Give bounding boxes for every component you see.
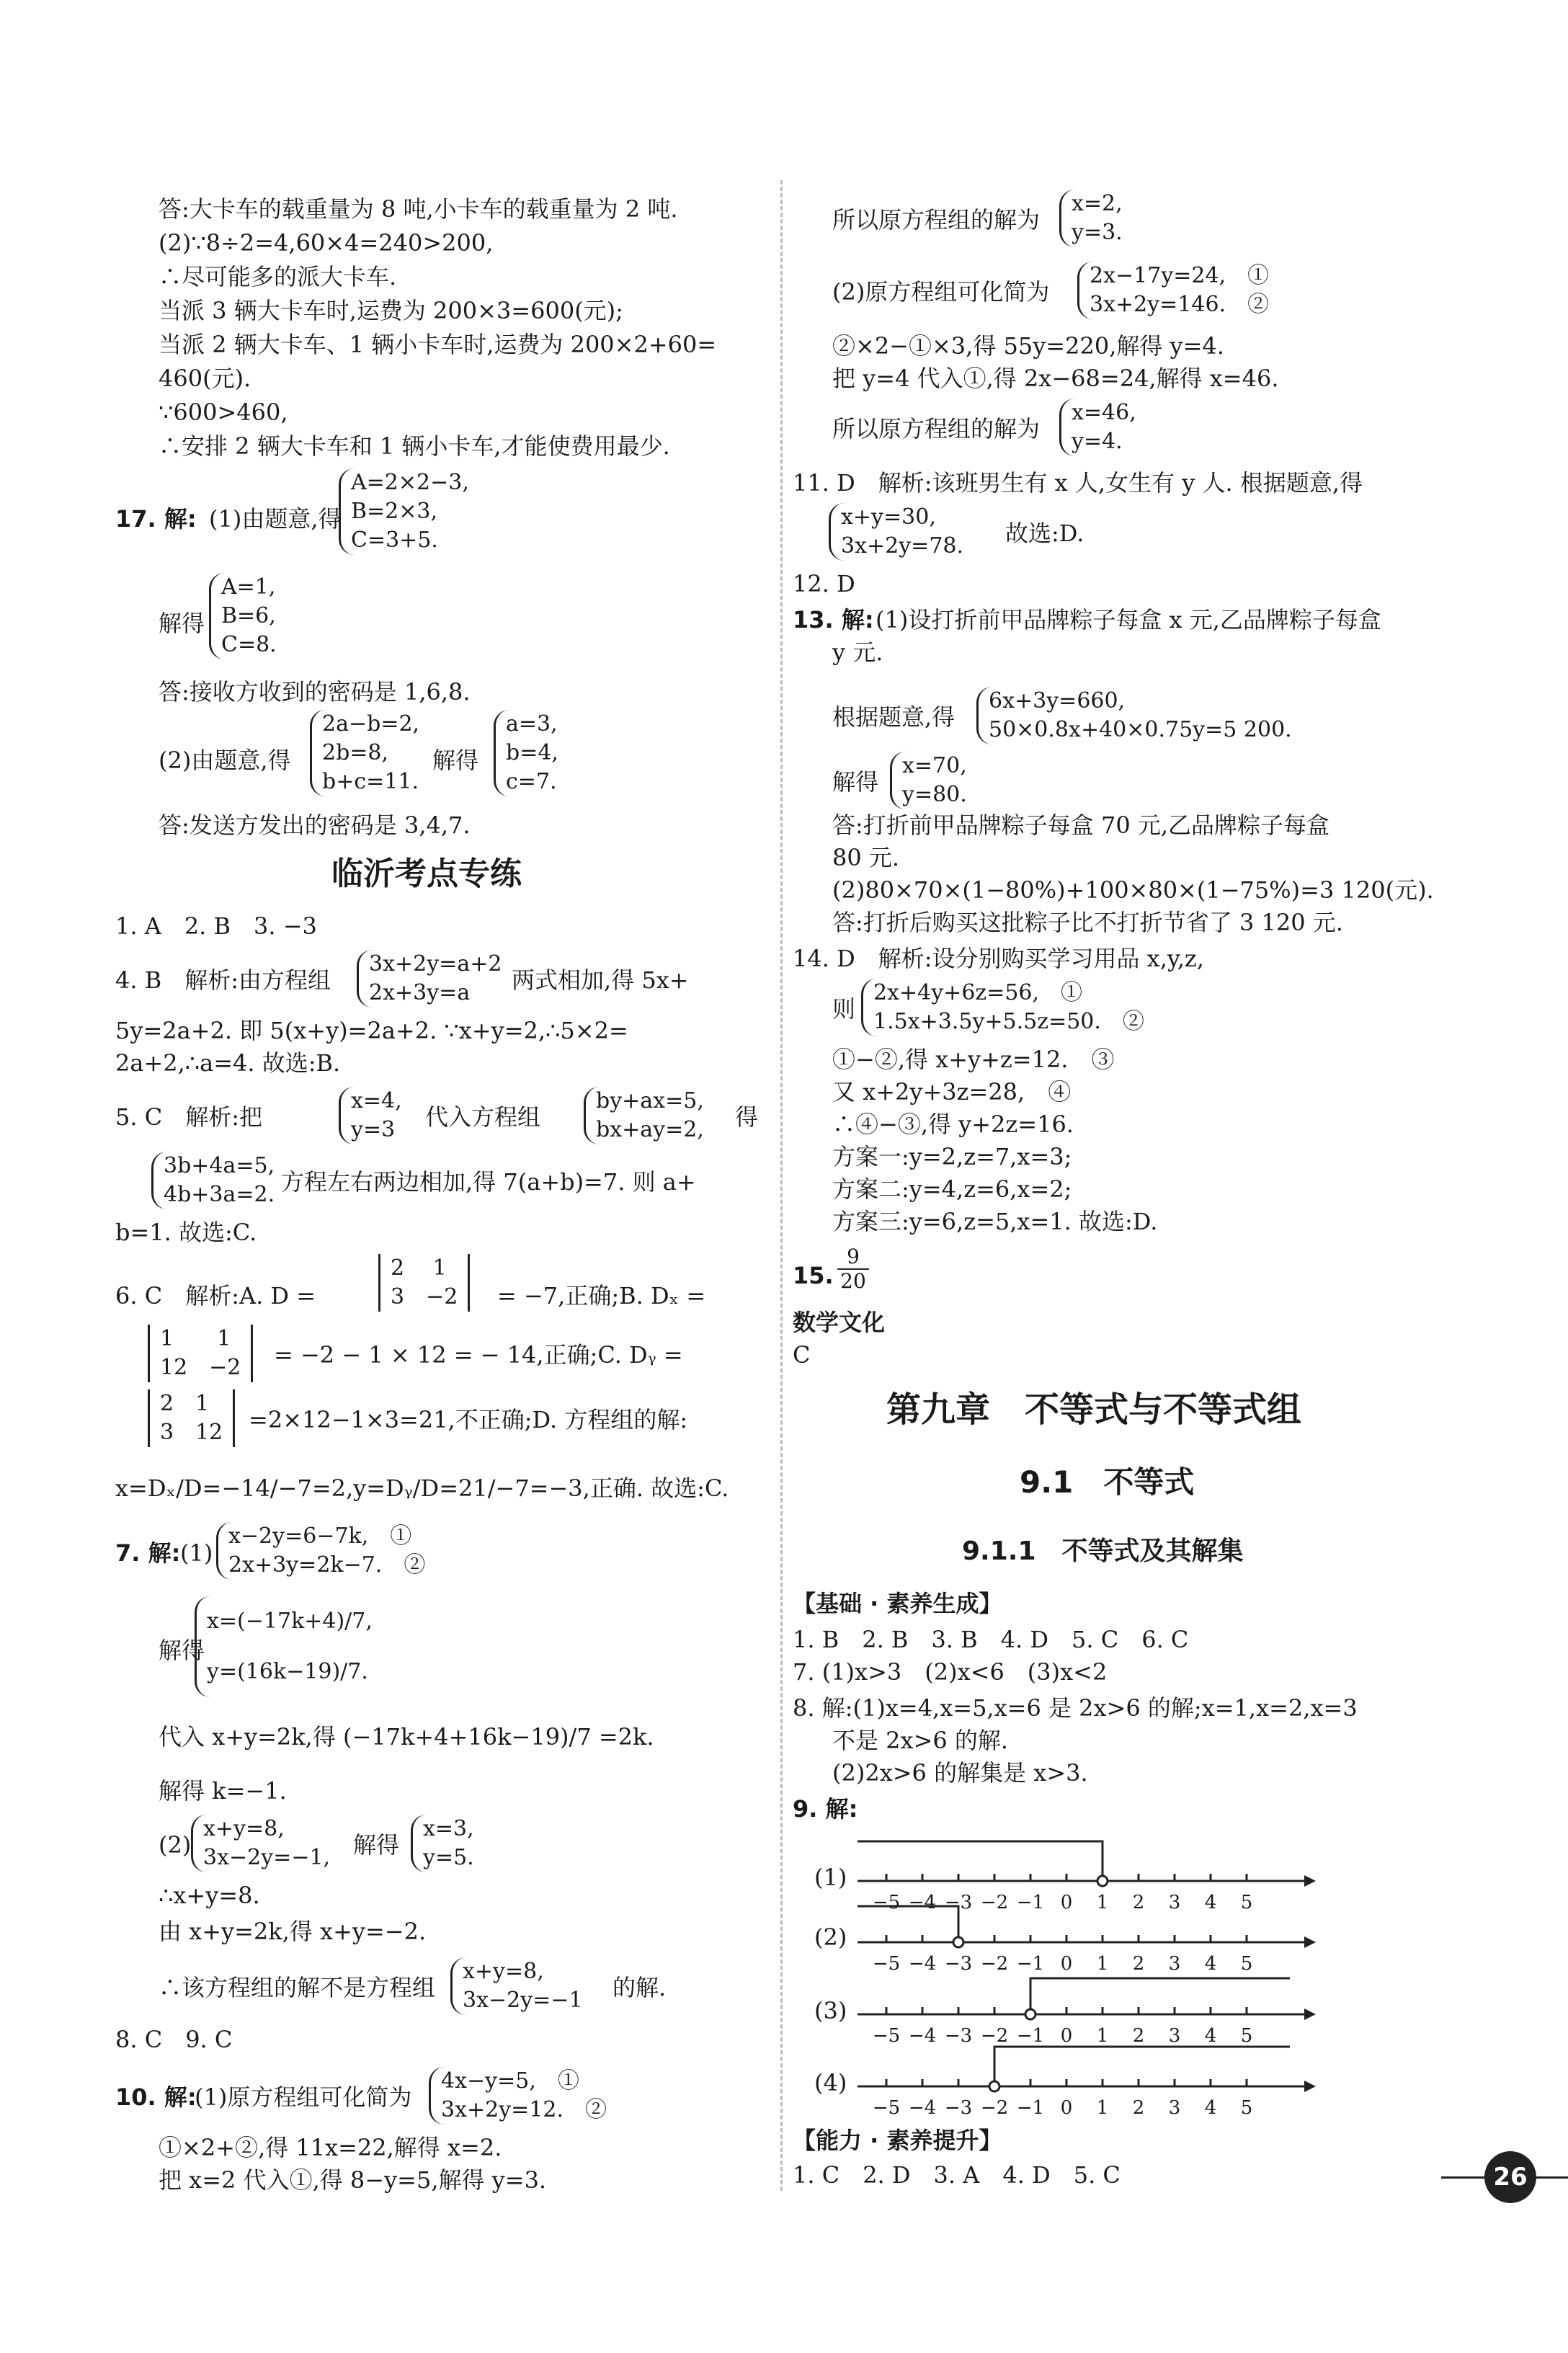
- tick-label: 0: [1060, 2097, 1073, 2119]
- text-line: 8. C 9. C: [115, 2026, 233, 2053]
- equation-system: A=1, B=6, C=8.: [209, 573, 277, 659]
- text-line: ∴④−③,得 y+2z=16.: [832, 1111, 1074, 1138]
- q13-label: 13. 解:: [793, 606, 874, 633]
- tick-label: 1: [1096, 2025, 1109, 2047]
- text-line: (2)2x>6 的解集是 x>3.: [832, 1759, 1088, 1787]
- open-point: [1025, 2009, 1035, 2019]
- tick-label: −3: [944, 2025, 973, 2047]
- axis-arrow: [1304, 1875, 1316, 1887]
- open-point: [953, 1937, 963, 1947]
- tick-label: 1: [1096, 1953, 1109, 1975]
- tick-label: −5: [872, 2097, 901, 2119]
- equation-system: by+ax=5, bx+ay=2,: [584, 1087, 704, 1144]
- text-line: C: [793, 1341, 811, 1369]
- tick-label: −1: [1016, 2097, 1045, 2119]
- tick-label: −2: [980, 2025, 1009, 2047]
- tick-label: −4: [908, 1892, 937, 1913]
- tick-label: 4: [1204, 2097, 1217, 2119]
- tick-label: −5: [872, 1953, 901, 1975]
- tick-label: −5: [872, 1892, 901, 1913]
- q15-label: 15.: [793, 1262, 834, 1289]
- axis-arrow: [1304, 2081, 1316, 2092]
- open-point: [1097, 1876, 1108, 1886]
- tick-label: −3: [944, 1892, 973, 1913]
- number-lines: [858, 1823, 1319, 2155]
- text-line: 答:打折前甲品牌粽子每盒 70 元,乙品牌粽子每盒: [832, 811, 1330, 839]
- tick-label: 3: [1168, 1892, 1181, 1913]
- text-line: (2)80×70×(1−80%)+100×80×(1−75%)=3 120(元).: [832, 876, 1434, 904]
- text-line: 方案一:y=2,z=7,x=3;: [832, 1143, 1072, 1170]
- text-line: ∴尽可能多的派大卡车.: [159, 263, 397, 290]
- tick-label: 4: [1204, 2025, 1217, 2047]
- tick-label: −4: [908, 1953, 937, 1975]
- text-line: ∴该方程组的解不是方程组: [159, 1974, 436, 2001]
- text-line: 所以原方程组的解为: [832, 206, 1041, 233]
- text-line: 答:打折后购买这批粽子比不打折节省了 3 120 元.: [832, 909, 1343, 936]
- text-line: 由 x+y=2k,得 x+y=−2.: [159, 1918, 427, 1945]
- equation-system: x+y=8, 3x−2y=−1: [450, 1957, 583, 2015]
- text-line: 得: [735, 1103, 759, 1131]
- text-line: (1): [180, 1539, 213, 1567]
- tick-label: −4: [908, 2097, 937, 2119]
- tick-label: 5: [1240, 2025, 1253, 2047]
- text-line: 2a+2,∴a=4. 故选:B.: [115, 1049, 341, 1077]
- equation-system: x=2, y=3.: [1059, 190, 1123, 247]
- text-line: (2)∵8÷2=4,60×4=240>200,: [159, 229, 494, 257]
- text-line: 11. D 解析:该班男生有 x 人,女生有 y 人. 根据题意,得: [793, 469, 1363, 497]
- text-line: y 元.: [832, 639, 883, 666]
- text-line: 460(元).: [159, 365, 251, 392]
- text-line: 解得: [159, 1637, 205, 1664]
- equation-system: 6x+3y=660, 50×0.8x+40×0.75y=5 200.: [976, 687, 1292, 744]
- tick-label: 2: [1132, 1892, 1145, 1913]
- equation-system: x+y=30, 3x+2y=78.: [829, 503, 963, 561]
- text-line: 14. D 解析:设分别购买学习用品 x,y,z,: [793, 945, 1204, 972]
- tick-label: 2: [1132, 2025, 1145, 2047]
- text-line: (2)原方程组可化简为: [832, 278, 1050, 306]
- text-line: 答:大卡车的载重量为 8 吨,小卡车的载重量为 2 吨.: [159, 195, 678, 223]
- text-line: 根据题意,得: [832, 703, 956, 731]
- tick-label: 3: [1168, 1953, 1181, 1975]
- column-divider: [780, 180, 783, 2191]
- page-number: 26: [1484, 2151, 1536, 2203]
- number-line-label: (1): [814, 1864, 847, 1891]
- text-line: 80 元.: [832, 844, 900, 871]
- text-line: 5y=2a+2. 即 5(x+y)=2a+2. ∵x+y=2,∴5×2=: [115, 1017, 628, 1044]
- text-line: = −2 − 1 × 12 = − 14,正确;C. Dᵧ =: [274, 1341, 683, 1369]
- equation-system: 4x−y=5, ① 3x+2y=12. ②: [429, 2067, 607, 2125]
- text-line: 解得: [353, 1831, 400, 1859]
- text-line: ∴安排 2 辆大卡车和 1 辆小卡车,才能使费用最少.: [159, 432, 670, 460]
- text-line: (1)设打折前甲品牌粽子每盒 x 元,乙品牌粽子每盒: [876, 606, 1381, 633]
- q7-label: 7. 解:: [115, 1539, 181, 1567]
- text-line: 故选:D.: [1005, 520, 1084, 547]
- tick-label: 0: [1060, 2025, 1073, 2047]
- equation-system: 2a−b=2, 2b=8, b+c=11.: [310, 710, 419, 796]
- text-line: x=Dₓ/D=−14/−7=2,y=Dᵧ/D=21/−7=−3,正确. 故选:C.: [115, 1474, 729, 1502]
- solution-bracket: [1030, 1978, 1290, 2014]
- text-line: 7. (1)x>3 (2)x<6 (3)x<2: [793, 1658, 1108, 1686]
- tick-label: −3: [944, 2097, 973, 2119]
- text-line: 解得: [432, 747, 479, 774]
- axis-arrow: [1304, 2009, 1316, 2020]
- text-line: 答:发送方发出的密码是 3,4,7.: [159, 811, 471, 839]
- text-line: 两式相加,得 5x+: [512, 966, 689, 994]
- tick-label: −1: [1016, 1892, 1045, 1913]
- text-line: ∴x+y=8.: [159, 1882, 260, 1909]
- section-title: 临沂考点专练: [331, 855, 522, 892]
- tick-label: −1: [1016, 1953, 1045, 1975]
- tick-label: 1: [1096, 2097, 1109, 2119]
- chapter-title: 第九章 不等式与不等式组: [886, 1389, 1302, 1430]
- text-line: 1. C 2. D 3. A 4. D 5. C: [793, 2161, 1121, 2189]
- q17-label: 17. 解:: [115, 505, 197, 533]
- tick-label: −4: [908, 2025, 937, 2047]
- text-line: 当派 3 辆大卡车时,运费为 200×3=600(元);: [159, 297, 623, 324]
- tick-label: 5: [1240, 1892, 1253, 1913]
- determinant: 2 1 3 −2: [378, 1254, 470, 1312]
- q9-label: 9. 解:: [793, 1795, 858, 1823]
- text-line: 的解.: [612, 1974, 667, 2001]
- tick-label: 5: [1240, 1953, 1253, 1975]
- basic-heading: 【基础 · 素养生成】: [793, 1590, 1002, 1617]
- equation-system: a=3, b=4, c=7.: [494, 710, 558, 796]
- tick-label: 4: [1204, 1953, 1217, 1975]
- text-line: 则: [832, 995, 856, 1023]
- ability-heading: 【能力 · 素养提升】: [793, 2127, 1002, 2154]
- tick-label: 0: [1060, 1892, 1073, 1913]
- text-line: 5. C 解析:把: [115, 1103, 262, 1131]
- number-line-label: (4): [814, 2069, 847, 2096]
- text-line: 代入 x+y=2k,得 (−17k+4+16k−19)/7 =2k.: [159, 1723, 654, 1751]
- tick-label: 3: [1168, 2097, 1181, 2119]
- fraction: 9 20: [837, 1245, 869, 1293]
- text-line: =2×12−1×3=21,不正确;D. 方程组的解:: [249, 1406, 688, 1433]
- open-point: [989, 2081, 999, 2091]
- text-line: 1. A 2. B 3. −3: [115, 912, 317, 940]
- number-line-label: (3): [814, 1997, 847, 2024]
- text-line: (2)由题意,得: [159, 747, 291, 774]
- axis-arrow: [1304, 1936, 1316, 1948]
- text-line: ①−②,得 x+y+z=12. ③: [832, 1046, 1115, 1073]
- text-line: b=1. 故选:C.: [115, 1219, 257, 1246]
- tick-label: −5: [872, 2025, 901, 2047]
- equation-system: 2x+4y+6z=56, ① 1.5x+3.5y+5.5z=50. ②: [861, 979, 1144, 1036]
- section-title: 9.1 不等式: [1020, 1464, 1195, 1500]
- text-line: ∵600>460,: [159, 399, 288, 426]
- text-line: 不是 2x>6 的解.: [832, 1727, 1009, 1754]
- text-line: 又 x+2y+3z=28, ④: [832, 1078, 1072, 1106]
- text-line: 代入方程组: [425, 1103, 541, 1131]
- tick-label: 3: [1168, 2025, 1181, 2047]
- text-line: 所以原方程组的解为: [832, 415, 1041, 442]
- text-line: 1. B 2. B 3. B 4. D 5. C 6. C: [793, 1626, 1189, 1653]
- text-line: 方案二:y=4,z=6,x=2;: [832, 1175, 1072, 1203]
- equation-system: x=46, y=4.: [1059, 399, 1136, 456]
- tick-label: 1: [1096, 1892, 1109, 1913]
- determinant: 1 1 12 −2: [148, 1325, 253, 1382]
- text-line: (1)由题意,得: [209, 505, 342, 533]
- q10-label: 10. 解:: [115, 2083, 197, 2111]
- number-line-label: (2): [814, 1923, 847, 1951]
- text-line: 解得 k=−1.: [159, 1777, 287, 1805]
- text-line: 12. D: [793, 570, 855, 597]
- equation-system: 2x−17y=24, ① 3x+2y=146. ②: [1077, 262, 1269, 319]
- equation-system: 3x+2y=a+2 2x+3y=a: [357, 950, 502, 1008]
- text-line: 解得: [159, 610, 205, 637]
- tick-label: 0: [1060, 1953, 1073, 1975]
- equation-system: x=3, y=5.: [411, 1815, 474, 1872]
- text-line: 方案三:y=6,z=5,x=1. 故选:D.: [832, 1208, 1158, 1235]
- tick-label: −2: [980, 2097, 1009, 2119]
- equation-system: A=2×2−3, B=2×3, C=3+5.: [339, 468, 469, 555]
- equation-system: x−2y=6−7k, ① 2x+3y=2k−7. ②: [216, 1522, 425, 1580]
- equation-system: x+y=8, 3x−2y=−1,: [191, 1815, 330, 1872]
- text-line: 6. C 解析:A. D =: [115, 1282, 316, 1309]
- text-line: 把 x=2 代入①,得 8−y=5,解得 y=3.: [159, 2166, 547, 2194]
- text-line: (2): [159, 1831, 192, 1859]
- text-line: 4. B 解析:由方程组: [115, 966, 331, 994]
- text-line: 解得: [832, 768, 879, 796]
- equation-system: x=70, y=80.: [890, 752, 967, 809]
- text-line: (1)原方程组可化简为: [195, 2083, 412, 2111]
- equation-system: x=(−17k+4)/7, y=(16k−19)/7.: [195, 1596, 373, 1697]
- text-line: = −7,正确;B. Dₓ =: [497, 1282, 706, 1309]
- subsection-title: 9.1.1 不等式及其解集: [962, 1536, 1244, 1566]
- tick-label: −1: [1016, 2025, 1045, 2047]
- text-line: 8. 解:(1)x=4,x=5,x=6 是 2x>6 的解;x=1,x=2,x=3: [793, 1694, 1358, 1722]
- culture-heading: 数学文化: [793, 1309, 886, 1336]
- tick-label: −2: [980, 1953, 1009, 1975]
- tick-label: 2: [1132, 2097, 1145, 2119]
- tick-label: −3: [944, 1953, 973, 1975]
- determinant: 2 1 3 12: [148, 1389, 235, 1447]
- text-line: 当派 2 辆大卡车、1 辆小卡车时,运费为 200×2+60=: [159, 331, 717, 358]
- tick-label: −2: [980, 1892, 1009, 1913]
- tick-label: 5: [1240, 2097, 1253, 2119]
- text-line: ①×2+②,得 11x=22,解得 x=2.: [159, 2134, 502, 2161]
- text-line: 答:接收方收到的密码是 1,6,8.: [159, 678, 471, 706]
- tick-label: 2: [1132, 1953, 1145, 1975]
- text-line: 方程左右两边相加,得 7(a+b)=7. 则 a+: [281, 1168, 696, 1196]
- tick-label: 4: [1204, 1892, 1217, 1913]
- text-line: 把 y=4 代入①,得 2x−68=24,解得 x=46.: [832, 365, 1279, 392]
- equation-system: 3b+4a=5, 4b+3a=2.: [151, 1152, 275, 1209]
- text-line: ②×2−①×3,得 55y=220,解得 y=4.: [832, 332, 1224, 360]
- equation-system: x=4, y=3: [339, 1087, 402, 1144]
